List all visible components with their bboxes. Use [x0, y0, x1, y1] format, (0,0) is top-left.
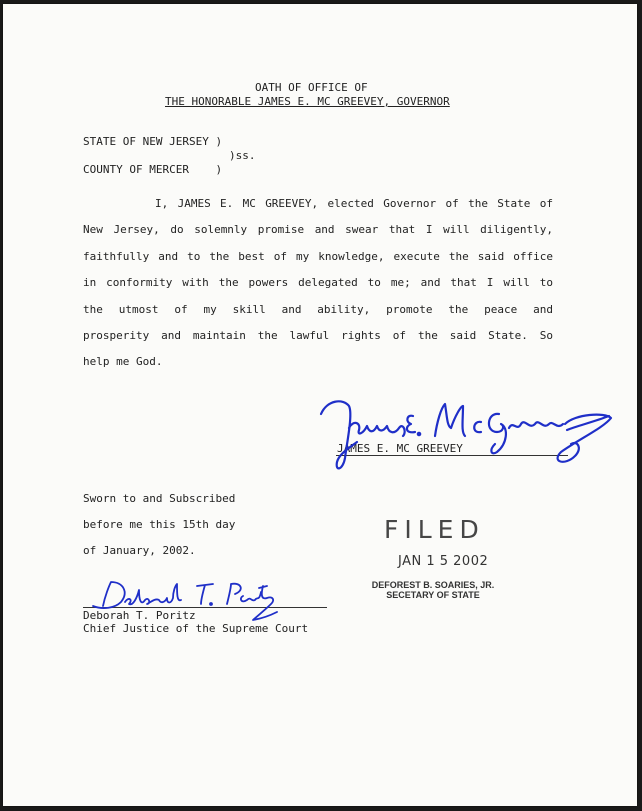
oath-line: help me God.: [83, 355, 163, 369]
filed-stamp-officer-name: DEFOREST B. SOARIES, JR.: [371, 580, 495, 590]
venue-state: STATE OF NEW JERSEY ): [83, 135, 223, 148]
oath-body: [83, 191, 553, 376]
filed-stamp-officer-title: SECETARY OF STATE: [386, 590, 480, 600]
oath-line: the utmost of my skill and ability, promote the peace and: [83, 302, 553, 316]
oath-line: prosperity and maintain the lawful rights of the said State. So: [83, 329, 553, 343]
sworn-line-1: Sworn to and Subscribed: [83, 492, 236, 505]
filed-stamp-label: FILED: [384, 515, 485, 544]
oath-title: OATH OF OFFICE OF: [255, 81, 368, 94]
governor-signature-line: [336, 455, 568, 456]
sworn-line-2: before me this 15th day: [83, 518, 236, 531]
oath-line: faithfully and to the best of my knowledge, execute the said office: [83, 249, 553, 263]
oath-line: New Jersey, do solemnly promise and swear that I will diligently,: [83, 223, 553, 237]
justice-title: Chief Justice of the Supreme Court: [83, 622, 309, 635]
oath-line: in conformity with the powers delegated to me; and that I will to: [83, 276, 553, 290]
filed-stamp-date: JAN 1 5 2002: [398, 554, 489, 569]
justice-signature-line: [83, 607, 327, 608]
document-page: [3, 4, 637, 806]
sworn-line-3: of January, 2002.: [83, 544, 196, 557]
oath-subtitle: THE HONORABLE JAMES E. MC GREEVEY, GOVERNOR: [165, 95, 450, 108]
justice-printed-name: Deborah T. Poritz: [83, 609, 196, 622]
governor-signature: [313, 392, 613, 472]
governor-printed-name: JAMES E. MC GREEVEY: [337, 442, 463, 455]
oath-line: I, JAMES E. MC GREEVEY, elected Governor of the State of: [155, 197, 553, 210]
venue-ss: )ss.: [229, 149, 256, 162]
filed-stamp-officer: [371, 580, 495, 600]
venue-county: COUNTY OF MERCER ): [83, 163, 223, 176]
